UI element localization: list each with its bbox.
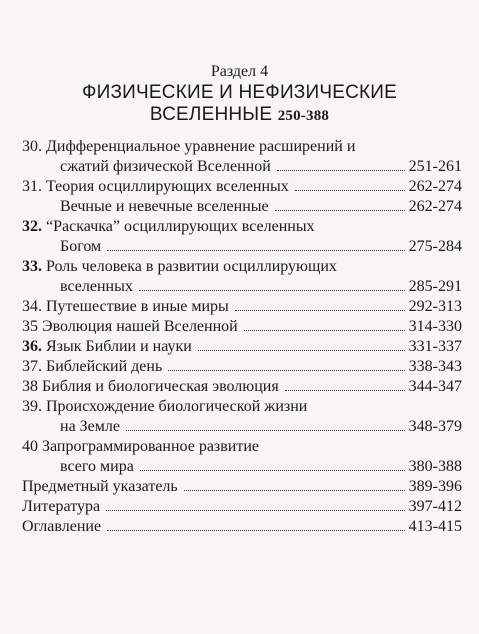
toc-entry-title: 37. Библейский день: [22, 358, 163, 375]
dot-leader: [126, 430, 405, 431]
toc-entry-index: [22, 477, 462, 497]
toc-entry-title: “Раскачка” осциллирующих вселенных: [42, 218, 315, 235]
dot-leader: [244, 330, 405, 331]
toc-entry-33: [22, 257, 462, 297]
toc-entry-title: 39. Происхождение биологической жизни: [22, 398, 308, 415]
dot-leader: [106, 510, 405, 511]
dot-leader: [235, 310, 405, 311]
toc-entry-pages: 292-313: [408, 298, 462, 315]
toc-entry-title-cont: вселенных: [60, 278, 133, 295]
toc-entry-30: [22, 137, 462, 177]
toc-entry-pages: 275-284: [408, 238, 462, 255]
toc-entry-39: [22, 397, 462, 437]
dot-leader: [277, 170, 405, 171]
toc-entry-31-sub: [22, 197, 462, 217]
toc-entry-title: Предметный указатель: [22, 478, 178, 495]
dot-leader: [184, 490, 405, 491]
toc-entry-31: [22, 177, 462, 197]
dot-leader: [275, 210, 405, 211]
toc-entry-title: 30. Дифференциальное уравнение расширений и: [22, 138, 356, 155]
toc-entry-pages: 338-343: [408, 358, 462, 375]
dot-leader: [139, 290, 405, 291]
toc-entry-pages: 344-347: [408, 378, 462, 395]
toc-entry-number: 36.: [22, 338, 42, 355]
toc-entry-title-cont: сжатий физической Вселенной: [60, 158, 271, 175]
toc-entry-40: [22, 437, 462, 477]
toc-entry-pages: 251-261: [408, 158, 462, 175]
toc-entry-title: Язык Библии и науки: [42, 338, 192, 355]
table-of-contents: [22, 137, 462, 537]
toc-entry-pages: 262-274: [408, 178, 462, 195]
toc-entry-contents: [22, 517, 462, 537]
toc-entry-title: Вечные и невечные вселенные: [60, 198, 269, 215]
dot-leader: [140, 470, 405, 471]
toc-entry-title: Роль человека в развитии осциллирующих: [42, 258, 337, 275]
toc-entry-title-cont: всего мира: [60, 458, 134, 475]
toc-entry-pages: 413-415: [408, 518, 462, 535]
toc-entry-32: [22, 217, 462, 257]
toc-entry-37: [22, 357, 462, 377]
toc-entry-pages: 262-274: [408, 198, 462, 215]
toc-entry-pages: 331-337: [408, 338, 462, 355]
toc-entry-title: Оглавление: [22, 518, 102, 535]
dot-leader: [107, 530, 405, 531]
toc-entry-34: [22, 297, 462, 317]
toc-entry-number: 33.: [22, 258, 42, 275]
dot-leader: [285, 390, 405, 391]
toc-entry-35: [22, 317, 462, 337]
toc-entry-title: Литература: [22, 498, 101, 515]
toc-entry-title: 38 Библия и биологическая эволюция: [22, 378, 279, 395]
section-title-pages: 250-388: [277, 108, 330, 124]
dot-leader: [168, 370, 404, 371]
toc-entry-title: 31. Теория осциллирующих вселенных: [22, 178, 289, 195]
toc-entry-pages: 389-396: [408, 478, 462, 495]
toc-entry-38: [22, 377, 462, 397]
toc-entry-literature: [22, 497, 462, 517]
section-title-line2: [0, 104, 479, 127]
toc-entry-title: 34. Путешествие в иные миры: [22, 298, 229, 315]
toc-entry-pages: 314-330: [408, 318, 462, 335]
toc-entry-number: 32.: [22, 218, 42, 235]
section-header: [0, 62, 479, 127]
toc-entry-title-cont: Богом: [60, 238, 102, 255]
section-label: Раздел 4: [210, 63, 269, 80]
toc-entry-pages: 348-379: [408, 418, 462, 435]
section-title-line1: ФИЗИЧЕСКИЕ И НЕФИЗИЧЕСКИЕ: [82, 82, 397, 103]
toc-entry-36: [22, 337, 462, 357]
dot-leader: [107, 250, 405, 251]
toc-entry-pages: 397-412: [408, 498, 462, 515]
toc-entry-pages: 285-291: [408, 278, 462, 295]
dot-leader: [295, 190, 405, 191]
toc-entry-pages: 380-388: [408, 458, 462, 475]
toc-entry-title: 35 Эволюция нашей Вселенной: [22, 318, 238, 335]
toc-entry-title: 40 Запрограммированное развитие: [22, 438, 260, 455]
toc-entry-title-cont: на Земле: [60, 418, 120, 435]
dot-leader: [198, 350, 405, 351]
section-title-text: ВСЕЛЕННЫЕ: [149, 104, 273, 125]
